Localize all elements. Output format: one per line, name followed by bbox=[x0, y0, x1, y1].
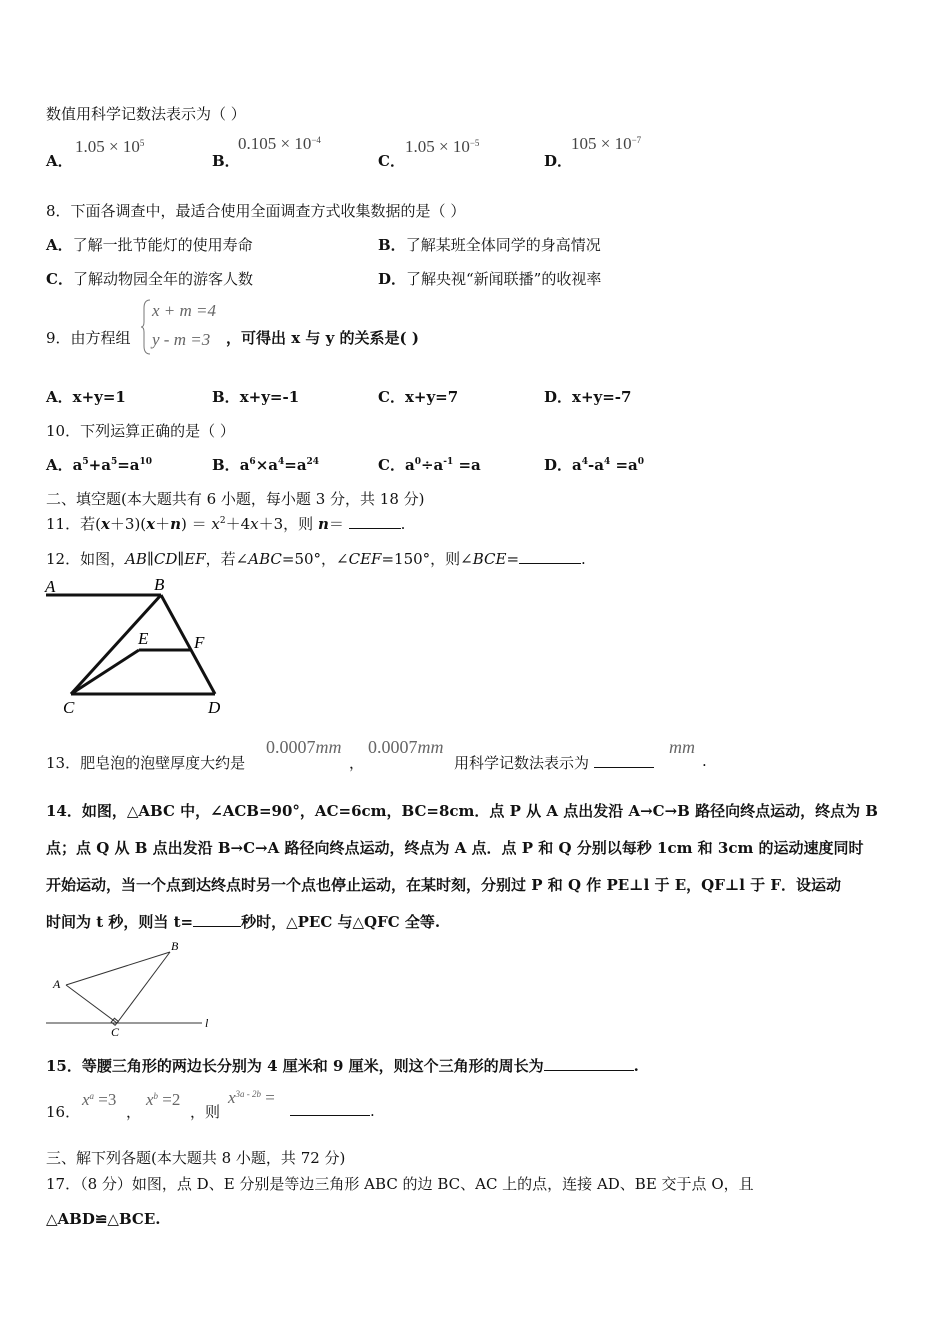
q9-suffix: ，可得出 x 与 y 的关系是( ) bbox=[226, 329, 419, 347]
exponent: 4 bbox=[581, 457, 589, 467]
q14-line-4 bbox=[46, 911, 440, 932]
text: =150°，则∠ bbox=[381, 550, 473, 568]
q9-equation-1: x + m =4 bbox=[152, 301, 217, 320]
label-e: E bbox=[138, 629, 149, 648]
q14-line-1: 14．如图，△ABC 中，∠ACB=90°，AC=6cm，BC=8cm．点 P 从 A 点出发沿 A→C→B 路径向终点运动，终点为 B bbox=[46, 802, 878, 820]
exponent: −7 bbox=[631, 135, 642, 145]
label-c: C bbox=[63, 698, 75, 717]
var: x bbox=[211, 515, 220, 533]
rhs: =2 bbox=[158, 1090, 181, 1109]
q13-comma: ， bbox=[349, 754, 365, 772]
q7-option-b-value bbox=[238, 134, 321, 154]
term: =a bbox=[453, 456, 481, 474]
exponent: −4 bbox=[311, 135, 321, 145]
exponent: 4 bbox=[277, 457, 285, 467]
exponent: 10 bbox=[139, 457, 153, 467]
option-label: D． bbox=[544, 152, 573, 170]
brace-icon bbox=[140, 298, 152, 356]
label-a: A bbox=[45, 577, 56, 596]
text: 11．若( bbox=[46, 515, 101, 533]
option-label: C． bbox=[46, 270, 73, 288]
q7-stem: 数值用科学记数法表示为（ ） bbox=[46, 105, 246, 123]
mantissa: 1.05 × 10 bbox=[405, 137, 470, 156]
q13-mid bbox=[454, 752, 654, 773]
text: = bbox=[506, 550, 520, 568]
option-label: A． bbox=[46, 152, 73, 170]
exponent: −5 bbox=[469, 138, 480, 148]
exponent: b bbox=[153, 1091, 159, 1101]
mantissa: 0.105 × 10 bbox=[238, 134, 312, 153]
text: ，若∠ bbox=[205, 550, 249, 568]
q10-option-d bbox=[544, 454, 644, 475]
label-f: F bbox=[194, 633, 205, 652]
text: 15．等腰三角形的两边长分别为 4 厘米和 9 厘米，则这个三角形的周长为 bbox=[46, 1057, 544, 1075]
q15 bbox=[46, 1055, 639, 1076]
text: ＝ bbox=[328, 515, 344, 533]
q10-option-a bbox=[46, 454, 152, 475]
q7-option-a bbox=[46, 150, 73, 171]
q13-value-1 bbox=[266, 737, 342, 758]
q16-comma: ， bbox=[126, 1103, 142, 1121]
q13-value-2 bbox=[368, 737, 444, 758]
number: 0.0007 bbox=[266, 737, 316, 757]
term: a bbox=[239, 456, 250, 474]
section-2-heading: 二、填空题(本大题共有 6 小题，每小题 3 分，共 18 分) bbox=[46, 490, 425, 508]
base: x bbox=[228, 1088, 236, 1107]
option-label: D． bbox=[544, 388, 573, 406]
q16-pre: 16． bbox=[46, 1103, 81, 1121]
exponent: -1 bbox=[443, 457, 454, 467]
option-label: B． bbox=[212, 388, 240, 406]
var: x bbox=[250, 515, 259, 533]
line-ab bbox=[66, 952, 170, 985]
option-label: C． bbox=[378, 152, 405, 170]
option-label: C． bbox=[378, 388, 405, 406]
q9-option-c bbox=[378, 386, 458, 407]
option-text: x+y=7 bbox=[404, 388, 459, 406]
term: a bbox=[72, 456, 83, 474]
exponent: 4 bbox=[603, 457, 611, 467]
q17-line-2: △ABD≌△BCE. bbox=[46, 1210, 161, 1228]
term: ÷a bbox=[420, 456, 444, 474]
q8-option-a bbox=[46, 234, 253, 255]
exponent: 5 bbox=[82, 457, 89, 467]
option-text: x+y=1 bbox=[72, 388, 126, 406]
q9-option-d bbox=[544, 386, 631, 407]
text: 时间为 t 秒，则当 t= bbox=[46, 913, 194, 931]
q7-option-d bbox=[544, 150, 572, 171]
exponent: 5 bbox=[110, 457, 118, 467]
base: x bbox=[146, 1090, 154, 1109]
q9-equation-2: y - m =3 bbox=[152, 330, 211, 349]
text: ＋ bbox=[155, 515, 171, 533]
q14-line-3: 开始运动，当一个点到达终点时另一个点也停止运动，在某时刻，分别过 P 和 Q 作 PE⊥l 于 E，QF⊥l 于 F．设运动 bbox=[46, 876, 842, 894]
text: ＋3，则 bbox=[258, 515, 318, 533]
rhs: = bbox=[261, 1088, 275, 1107]
option-label: B． bbox=[212, 456, 240, 474]
text: =50°，∠ bbox=[281, 550, 349, 568]
text: 秒时，△PEC 与△QFC 全等. bbox=[241, 913, 441, 931]
q8-stem: 8．下面各调查中，最适合使用全面调查方式收集数据的是（ ） bbox=[46, 202, 466, 220]
q16-answer bbox=[290, 1101, 375, 1120]
term: ×a bbox=[255, 456, 278, 474]
option-label: B． bbox=[378, 236, 406, 254]
q7-option-a-value bbox=[75, 137, 144, 157]
var: n bbox=[170, 515, 182, 533]
q16-expr-3 bbox=[228, 1088, 275, 1108]
option-text: 了解一批节能灯的使用寿命 bbox=[72, 236, 253, 254]
text: ABC bbox=[248, 550, 282, 568]
term: -a bbox=[588, 456, 604, 474]
text: . bbox=[370, 1102, 375, 1120]
text: 用科学记数法表示为 bbox=[454, 754, 590, 772]
line-bd bbox=[161, 595, 215, 694]
option-label: D． bbox=[544, 456, 573, 474]
q8-option-d bbox=[378, 268, 601, 289]
q8-option-c bbox=[46, 268, 253, 289]
option-text: 了解央视“新闻联播”的收视率 bbox=[406, 270, 602, 288]
exponent: 6 bbox=[249, 457, 256, 467]
q10-option-b bbox=[212, 454, 319, 475]
var: x bbox=[146, 515, 156, 533]
label-c: C bbox=[111, 1025, 120, 1039]
q16-expr-1 bbox=[82, 1090, 116, 1110]
q13-end: . bbox=[702, 752, 707, 770]
text: AB∥CD∥EF bbox=[125, 550, 206, 568]
exponent: 24 bbox=[306, 457, 320, 467]
q7-option-b bbox=[212, 150, 240, 171]
mantissa: 1.05 × 10 bbox=[75, 137, 140, 156]
option-text: x+y=-7 bbox=[572, 388, 632, 406]
label-b: B bbox=[154, 575, 165, 594]
unit: mm bbox=[417, 737, 444, 757]
q8-option-b bbox=[378, 234, 601, 255]
exponent: 3a - 2b bbox=[235, 1089, 262, 1099]
text: 12．如图， bbox=[46, 550, 126, 568]
q10-option-c bbox=[378, 454, 481, 475]
q7-option-d-value bbox=[571, 134, 641, 154]
option-text: 了解动物园全年的游客人数 bbox=[72, 270, 253, 288]
q16-expr-2 bbox=[146, 1090, 180, 1110]
option-label: C． bbox=[378, 456, 405, 474]
q7-option-c-value bbox=[405, 137, 479, 157]
q10-stem: 10．下列运算正确的是（ ） bbox=[46, 422, 235, 440]
text: 17．（8 分）如图，点 D、E 分别是等边三角形 ABC 的边 BC、AC 上的点，连接 AD、BE 交于点 O，且 bbox=[46, 1175, 754, 1193]
label-a: A bbox=[53, 977, 61, 991]
text: CEF bbox=[348, 550, 382, 568]
option-label: D． bbox=[378, 270, 407, 288]
term: a bbox=[404, 456, 415, 474]
section-3-heading: 三、解下列各题(本大题共 8 小题，共 72 分) bbox=[46, 1149, 346, 1167]
text: BCE bbox=[472, 550, 507, 568]
number: 0.0007 bbox=[368, 737, 418, 757]
label-l: l bbox=[205, 1016, 209, 1030]
exponent: 0 bbox=[414, 457, 421, 467]
q7-option-c bbox=[378, 150, 405, 171]
q17-line-1 bbox=[46, 1173, 754, 1194]
option-label: A． bbox=[46, 456, 73, 474]
rhs: =3 bbox=[94, 1090, 117, 1109]
text: ) ＝ bbox=[181, 515, 212, 533]
answer-blank[interactable] bbox=[349, 514, 401, 529]
q13-pre: 13．肥皂泡的泡壁厚度大约是 bbox=[46, 754, 246, 772]
q9-option-b bbox=[212, 386, 299, 407]
mantissa: 105 × 10 bbox=[571, 134, 632, 153]
text: ＋4 bbox=[225, 515, 251, 533]
term: =a bbox=[610, 456, 638, 474]
term: +a bbox=[88, 456, 111, 474]
term: a bbox=[572, 456, 582, 474]
q9-option-a bbox=[46, 386, 126, 407]
unit: mm bbox=[315, 737, 342, 757]
answer-blank[interactable] bbox=[193, 912, 241, 927]
base: x bbox=[82, 1090, 90, 1109]
var: n bbox=[317, 515, 329, 533]
q14-line-2: 点；点 Q 从 B 点出发沿 B→C→A 路径向终点运动，终点为 A 点．点 P 和 Q 分别以每秒 1cm 和 3cm 的运动速度同时 bbox=[46, 839, 864, 857]
label-b: B bbox=[171, 939, 179, 953]
text: . bbox=[633, 1057, 639, 1075]
q16-mid: ，则 bbox=[190, 1103, 221, 1121]
exponent: a bbox=[89, 1091, 95, 1101]
exponent: 5 bbox=[139, 138, 145, 148]
q14-figure bbox=[40, 938, 220, 1042]
term: =a bbox=[284, 456, 307, 474]
option-label: A． bbox=[46, 236, 73, 254]
text: . bbox=[400, 515, 406, 533]
line-bc bbox=[117, 952, 170, 1023]
line-ac bbox=[66, 985, 117, 1023]
text: ＋3)( bbox=[109, 515, 147, 533]
option-label: B． bbox=[212, 152, 240, 170]
answer-blank[interactable] bbox=[290, 1101, 370, 1116]
label-d: D bbox=[208, 698, 221, 717]
answer-blank[interactable] bbox=[544, 1056, 634, 1071]
q12-stem bbox=[46, 548, 586, 569]
q12-figure bbox=[40, 572, 240, 720]
exponent: 2 bbox=[219, 516, 226, 526]
q9-prefix: 9．由方程组 bbox=[46, 329, 131, 347]
var: x bbox=[100, 515, 110, 533]
text: . bbox=[581, 550, 586, 568]
answer-blank[interactable] bbox=[519, 549, 581, 564]
option-text: 了解某班全体同学的身高情况 bbox=[405, 236, 601, 254]
term: =a bbox=[117, 456, 140, 474]
q11 bbox=[46, 513, 405, 534]
answer-blank[interactable] bbox=[594, 753, 654, 768]
exponent: 0 bbox=[637, 457, 645, 467]
option-text: x+y=-1 bbox=[239, 388, 300, 406]
q13-unit-3: mm bbox=[669, 737, 695, 757]
option-label: A． bbox=[46, 388, 73, 406]
